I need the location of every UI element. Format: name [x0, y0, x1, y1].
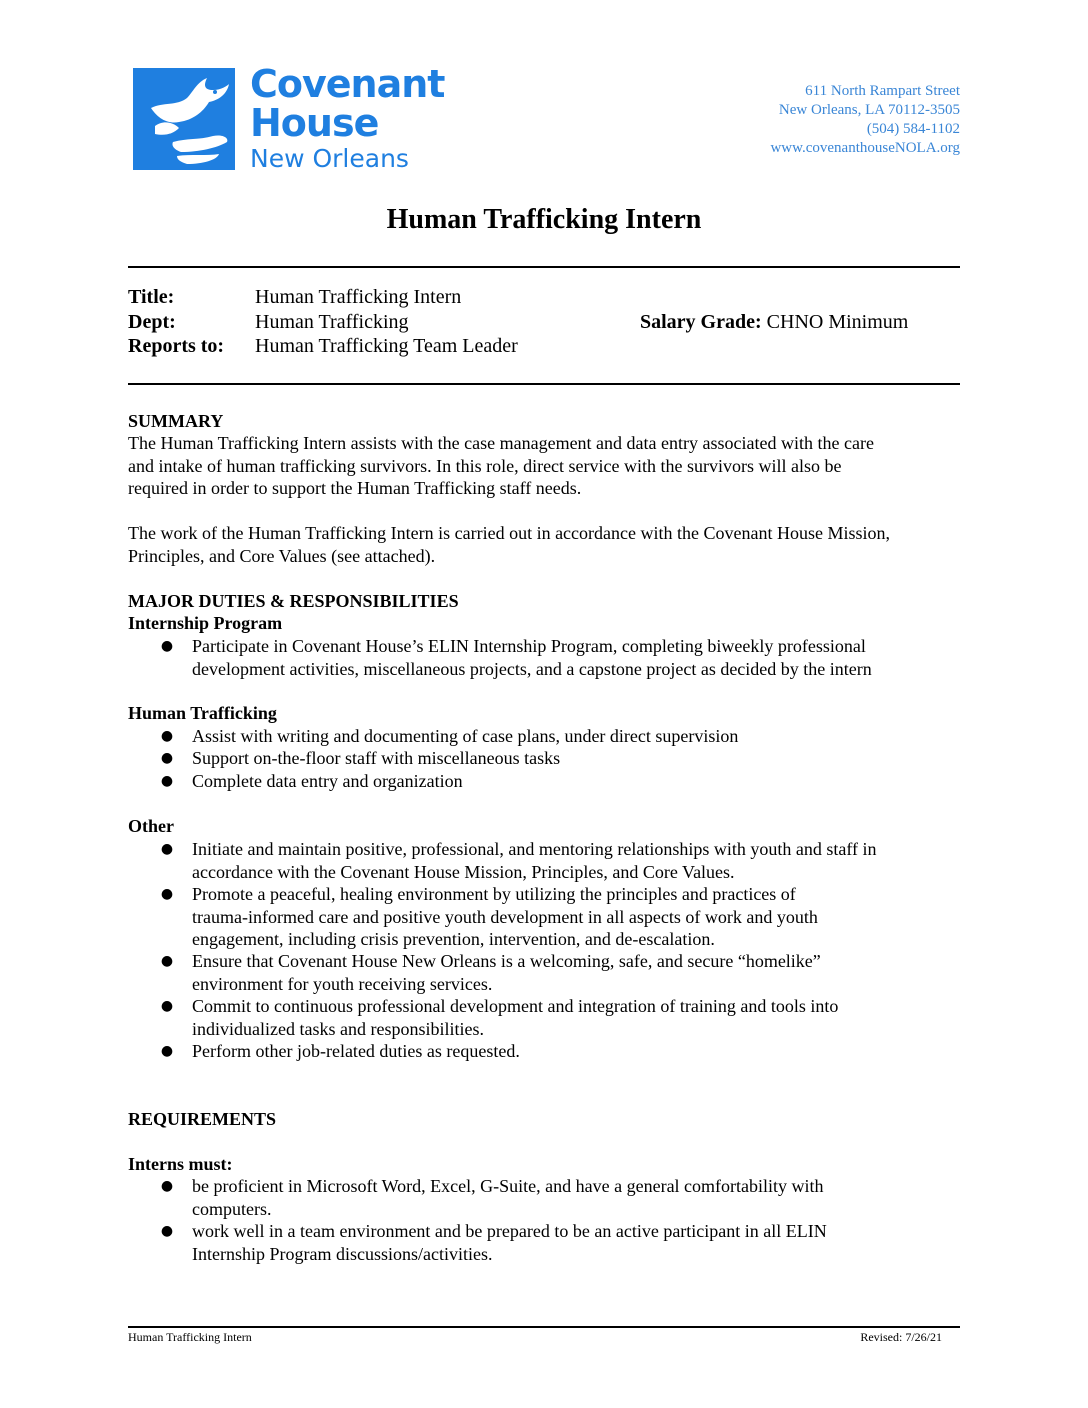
bullet-icon: ●: [160, 886, 174, 902]
summary-line: The work of the Human Trafficking Intern is carried out in accordance with the Covenant House Mission,: [128, 523, 890, 543]
list-item-text: Ensure that Covenant House New Orleans is a welcoming, safe, and secure “homelike”: [192, 951, 821, 971]
logo-text-house: House: [250, 101, 379, 145]
address-phone: (504) 584-1102: [866, 121, 960, 137]
trafficking-heading: Human Trafficking: [128, 703, 277, 723]
salary-grade: [640, 311, 908, 334]
info-row-title: [128, 286, 461, 309]
list-item-text: Perform other job-related duties as requested.: [192, 1041, 520, 1061]
address-street: 611 North Rampart Street: [805, 83, 960, 99]
bullet-icon: ●: [160, 773, 174, 789]
list-item-text: computers.: [192, 1198, 272, 1219]
dove-logo-icon: [133, 68, 235, 170]
list-item-text: engagement, including crisis prevention, intervention, and de-escalation.: [192, 929, 715, 949]
requirements-heading: REQUIREMENTS: [128, 1109, 277, 1129]
divider: [128, 383, 960, 385]
summary-line: and intake of human trafficking survivors. In this role, direct service with the survivors will also be: [128, 456, 842, 476]
title-label: Title:: [128, 286, 175, 308]
logo-text-covenant: Covenant: [250, 62, 445, 106]
list-item-text: work well in a team environment and be prepared to be an active participant in all ELIN: [192, 1221, 827, 1241]
list-item-text: Support on-the-floor staff with miscellaneous tasks: [192, 748, 561, 768]
footer-document-name: Human Trafficking Intern: [128, 1330, 252, 1344]
bullet-icon: ●: [160, 1043, 174, 1059]
list-item-text: Initiate and maintain positive, professional, and mentoring relationships with youth and staff in: [192, 839, 877, 859]
summary-line: required in order to support the Human Trafficking staff needs.: [128, 478, 582, 498]
summary-heading: SUMMARY: [128, 411, 224, 431]
info-row-dept: [128, 311, 409, 334]
bullet-icon: ●: [160, 638, 174, 654]
reports-label: Reports to:: [128, 335, 225, 357]
dept-label: Dept:: [128, 311, 176, 333]
footer-revised-date: Revised: 7/26/21: [860, 1330, 942, 1344]
bullet-icon: ●: [160, 1178, 174, 1194]
list-item-text: Promote a peaceful, healing environment by utilizing the principles and practices of: [192, 884, 796, 904]
salary-label: Salary Grade:: [640, 311, 762, 333]
duties-heading: MAJOR DUTIES & RESPONSIBILITIES: [128, 591, 459, 611]
list-item-text: Participate in Covenant House’s ELIN Internship Program, completing biweekly professional: [192, 636, 866, 656]
list-item-text: trauma-informed care and positive youth development in all aspects of work and youth: [192, 906, 818, 927]
document-title: Human Trafficking Intern: [386, 204, 702, 235]
other-heading: Other: [128, 816, 174, 836]
salary-value: CHNO Minimum: [766, 311, 909, 333]
logo-text-new-orleans: New Orleans: [250, 144, 409, 173]
list-item-text: individualized tasks and responsibilities.: [192, 1018, 484, 1039]
divider: [128, 266, 960, 268]
list-item-text: be proficient in Microsoft Word, Excel, G-Suite, and have a general comfortability with: [192, 1176, 824, 1196]
address-website-link[interactable]: www.covenanthouseNOLA.org: [770, 140, 960, 156]
bullet-icon: ●: [160, 728, 174, 744]
bullet-icon: ●: [160, 1223, 174, 1239]
list-item-text: development activities, miscellaneous projects, and a capstone project as decided by the intern: [192, 658, 872, 679]
bullet-icon: ●: [160, 998, 174, 1014]
list-item-text: Internship Program discussions/activities.: [192, 1243, 493, 1264]
requirements-subheading: Interns must:: [128, 1154, 233, 1174]
bullet-icon: ●: [160, 953, 174, 969]
list-item-text: Complete data entry and organization: [192, 771, 463, 791]
summary-line: The Human Trafficking Intern assists with the case management and data entry associated with the care: [128, 433, 874, 453]
address-city: New Orleans, LA 70112-3505: [778, 102, 960, 118]
list-item-text: Commit to continuous professional development and integration of training and tools into: [192, 996, 839, 1016]
info-row-reports: [128, 335, 518, 358]
list-item-text: environment for youth receiving services.: [192, 973, 493, 994]
bullet-icon: ●: [160, 841, 174, 857]
internship-heading: Internship Program: [128, 613, 283, 633]
list-item-text: accordance with the Covenant House Mission, Principles, and Core Values.: [192, 861, 735, 882]
dept-value: Human Trafficking: [255, 311, 409, 333]
summary-line: Principles, and Core Values (see attached).: [128, 546, 436, 566]
title-value: Human Trafficking Intern: [255, 286, 462, 308]
list-item-text: Assist with writing and documenting of case plans, under direct supervision: [192, 726, 739, 746]
footer-divider: [128, 1326, 960, 1328]
bullet-icon: ●: [160, 750, 174, 766]
reports-value: Human Trafficking Team Leader: [255, 335, 518, 357]
